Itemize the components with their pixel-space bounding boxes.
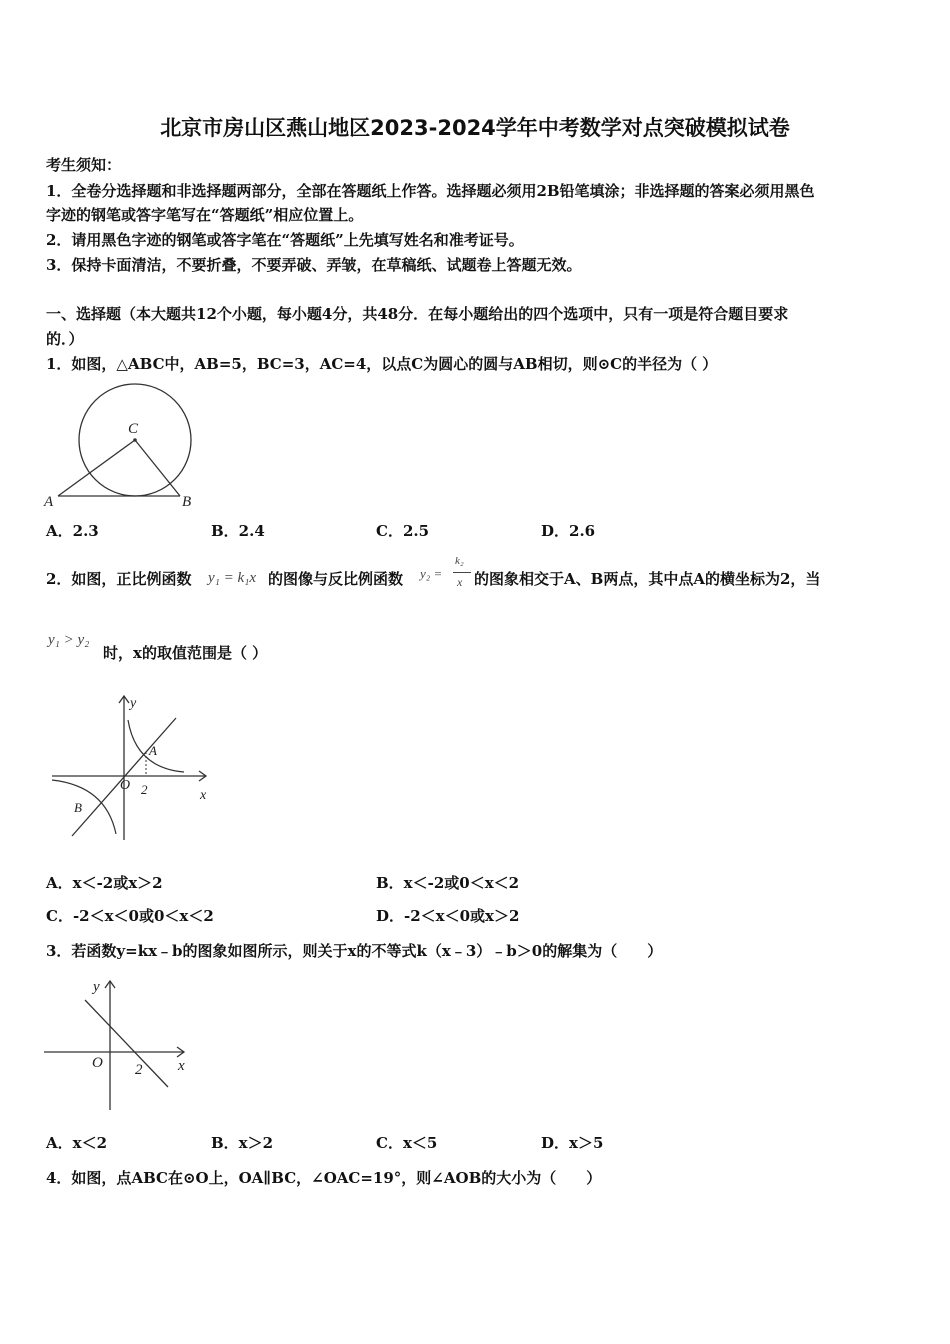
question-2-option-d: D．-2＜x＜0或x＞2 xyxy=(376,907,520,925)
question-2-formula-y2-denominator: x xyxy=(457,575,463,589)
label-b: B xyxy=(182,494,192,510)
origin-label: O xyxy=(120,778,131,793)
question-3-figure xyxy=(40,975,200,1115)
question-2-option-c: C．-2＜x＜0或0＜x＜2 xyxy=(46,907,214,925)
question-1-option-b: B．2.4 xyxy=(211,522,265,540)
section-heading-line-1: 一、选择题（本大题共12个小题，每小题4分，共48分．在每小题给出的四个选项中，只有一项是符合题目要求 xyxy=(46,305,789,323)
question-2-option-b: B．x＜-2或0＜x＜2 xyxy=(376,874,520,892)
question-2-condition-text: 时，x的取值范围是（ ） xyxy=(103,644,268,662)
question-1-figure xyxy=(40,378,210,518)
question-2-condition-formula: y₁ > y₂ xyxy=(48,632,90,648)
question-2-stem-part-2: 的图像与反比例函数 xyxy=(268,570,404,588)
notice-item-1-line-1: 1．全卷分选择题和非选择题两部分，全部在答题纸上作答。选择题必须用2B铅笔填涂；非选择题的答案必须用黑色 xyxy=(46,182,815,200)
axis-label-y: y xyxy=(93,979,100,995)
question-1-stem: 1．如图，△ABC中，AB=5，BC=3，AC=4，以点C为圆心的圆与AB相切，则⊙C的半径为（ ） xyxy=(46,355,718,373)
question-3-option-c: C．x＜5 xyxy=(376,1134,438,1152)
fraction-bar xyxy=(453,572,471,573)
tick-label-2: 2 xyxy=(141,782,148,797)
point-label-a: A xyxy=(149,743,157,758)
page-title: 北京市房山区燕山地区2023-2024学年中考数学对点突破模拟试卷 xyxy=(160,116,790,140)
notice-item-1-line-2: 字迹的钢笔或答字笔写在“答题纸”相应位置上。 xyxy=(46,206,364,224)
question-2-stem-part-3: 的图象相交于A、B两点，其中点A的横坐标为2，当 xyxy=(474,570,821,588)
axis-label-x: x xyxy=(200,788,207,803)
origin-label: O xyxy=(92,1055,103,1071)
question-1-option-a: A．2.3 xyxy=(46,522,99,540)
point-label-b: B xyxy=(74,800,82,815)
question-1-option-d: D．2.6 xyxy=(541,522,596,540)
section-heading-line-2: 的．） xyxy=(46,330,84,348)
question-4-stem: 4．如图，点ABC在⊙O上，OA∥BC，∠OAC=19°，则∠AOB的大小为（ ） xyxy=(46,1169,602,1187)
question-2-figure xyxy=(44,688,224,848)
question-2-formula-y1: y₁ = k₁x xyxy=(208,570,257,586)
question-3-option-b: B．x＞2 xyxy=(211,1134,274,1152)
label-c: C xyxy=(128,421,139,437)
question-2-formula-y2-lhs: y₂ = xyxy=(420,566,443,581)
question-2-formula-y2-numerator: k₂ xyxy=(455,555,464,567)
notice-heading: 考生须知： xyxy=(46,156,122,174)
question-3-option-d: D．x＞5 xyxy=(541,1134,604,1152)
question-3-option-a: A．x＜2 xyxy=(46,1134,108,1152)
notice-item-3: 3．保持卡面清洁，不要折叠，不要弄破、弄皱，在草稿纸、试题卷上答题无效。 xyxy=(46,256,582,274)
tick-label-2: 2 xyxy=(135,1062,143,1078)
question-1-option-c: C．2.5 xyxy=(376,522,430,540)
question-2-option-a: A．x＜-2或x＞2 xyxy=(46,874,163,892)
axis-label-y: y xyxy=(130,696,137,711)
question-2-stem-part-1: 2．如图，正比例函数 xyxy=(46,570,192,588)
notice-item-2: 2．请用黑色字迹的钢笔或答字笔在“答题纸”上先填写姓名和准考证号。 xyxy=(46,231,524,249)
label-a: A xyxy=(44,494,54,510)
question-3-stem: 3．若函数y=kx﹣b的图象如图所示，则关于x的不等式k（x﹣3）﹣b＞0的解集为（ ） xyxy=(46,942,663,960)
axis-label-x: x xyxy=(178,1058,185,1074)
